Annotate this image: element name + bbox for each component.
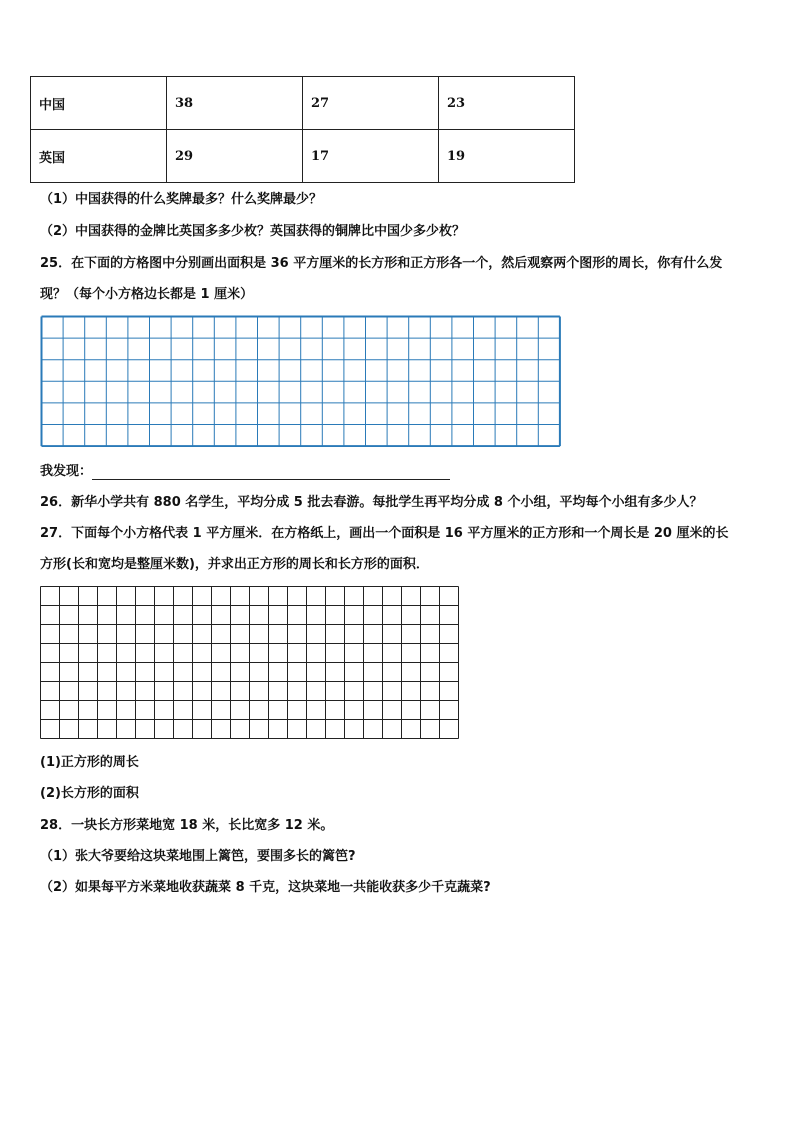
- gold-cell: 29: [167, 130, 303, 183]
- q25-answer-line[interactable]: [92, 479, 450, 480]
- q27-square-grid[interactable]: [40, 586, 462, 742]
- medal-table: [30, 76, 575, 183]
- country-cell: 中国: [31, 77, 167, 130]
- q25-text-line2: 现？（每个小方格边长都是 1 厘米）: [40, 287, 254, 302]
- q24-sub2: （2）中国获得的金牌比英国多多少枚？英国获得的铜牌比中国少多少枚？: [40, 224, 466, 239]
- silver-cell: 17: [303, 130, 439, 183]
- bronze-cell: 19: [439, 130, 575, 183]
- q27-sub2: (2)长方形的面积: [40, 786, 139, 801]
- gold-cell: 38: [167, 77, 303, 130]
- table-row: [31, 77, 575, 130]
- q27-text-line1: 27．下面每个小方格代表 1 平方厘米．在方格纸上，画出一个面积是 16 平方厘米的正方形和一个周长是 20 厘米的长: [40, 526, 729, 541]
- q28-text: 28．一块长方形菜地宽 18 米，长比宽多 12 米。: [40, 818, 334, 833]
- q27-sub1: (1)正方形的周长: [40, 755, 139, 770]
- table-row: [31, 130, 575, 183]
- q26-text: 26．新华小学共有 880 名学生，平均分成 5 批去春游。每批学生再平均分成 8 个小组，平均每个小组有多少人？: [40, 495, 703, 510]
- bronze-cell: 23: [439, 77, 575, 130]
- country-cell: 英国: [31, 130, 167, 183]
- q28-sub2: （2）如果每平方米菜地收获蔬菜 8 千克，这块菜地一共能收获多少千克蔬菜?: [40, 880, 491, 895]
- q25-square-grid[interactable]: [40, 315, 564, 447]
- q24-sub1: （1）中国获得的什么奖牌最多？什么奖牌最少？: [40, 192, 323, 207]
- q25-text-line1: 25．在下面的方格图中分别画出面积是 36 平方厘米的长方形和正方形各一个，然后观察两个图形的周长，你有什么发: [40, 256, 723, 271]
- q28-sub1: （1）张大爷要给这块菜地围上篱笆，要围多长的篱笆?: [40, 849, 356, 864]
- q27-text-line2: 方形(长和宽均是整厘米数)，并求出正方形的周长和长方形的面积．: [40, 557, 429, 572]
- q25-answer-label: 我发现：: [40, 464, 93, 479]
- silver-cell: 27: [303, 77, 439, 130]
